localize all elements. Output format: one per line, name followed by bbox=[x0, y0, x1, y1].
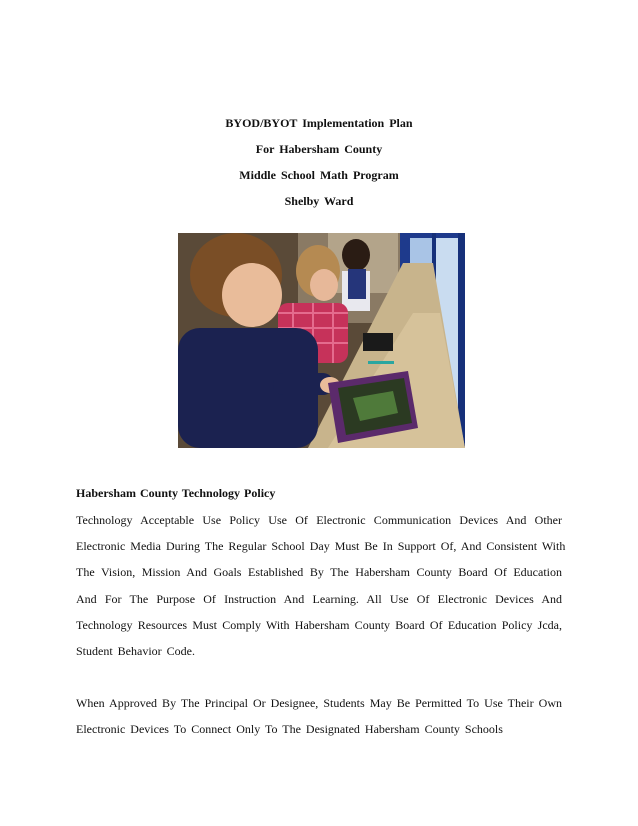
paragraph-line: Electronic Devices To Connect Only To The Designated Habersham County Schools bbox=[76, 722, 503, 737]
paragraph-line: Technology Resources Must Comply With Habersham County Board Of Education Policy Jcda, bbox=[76, 617, 562, 632]
paragraph-line: And For The Purpose Of Instruction And Learning. All Use Of Electronic Devices And bbox=[76, 591, 562, 606]
title-block bbox=[0, 110, 638, 214]
paragraph-line: Electronic Media During The Regular School Day Must Be In Support Of, And Consistent With bbox=[76, 539, 566, 554]
section-heading: Habersham County Technology Policy bbox=[76, 486, 276, 500]
program-subtitle: Middle School Math Program bbox=[239, 168, 399, 182]
paragraph-line: When Approved By The Principal Or Designee, Students May Be Permitted To Use Their Own bbox=[76, 696, 562, 710]
paragraph-line: Technology Acceptable Use Policy Use Of Electronic Communication Devices And Other bbox=[76, 513, 562, 527]
policy-paragraph bbox=[76, 507, 566, 664]
document-title: BYOD/BYOT Implementation Plan bbox=[225, 116, 413, 130]
county-subtitle: For Habersham County bbox=[255, 142, 383, 156]
paragraph-line: Student Behavior Code. bbox=[76, 644, 195, 659]
approval-paragraph bbox=[76, 690, 562, 742]
classroom-tablet-photo bbox=[178, 233, 465, 448]
author-name: Shelby Ward bbox=[284, 194, 354, 208]
paragraph-line: The Vision, Mission And Goals Established By The Habersham County Board Of Education bbox=[76, 565, 562, 580]
